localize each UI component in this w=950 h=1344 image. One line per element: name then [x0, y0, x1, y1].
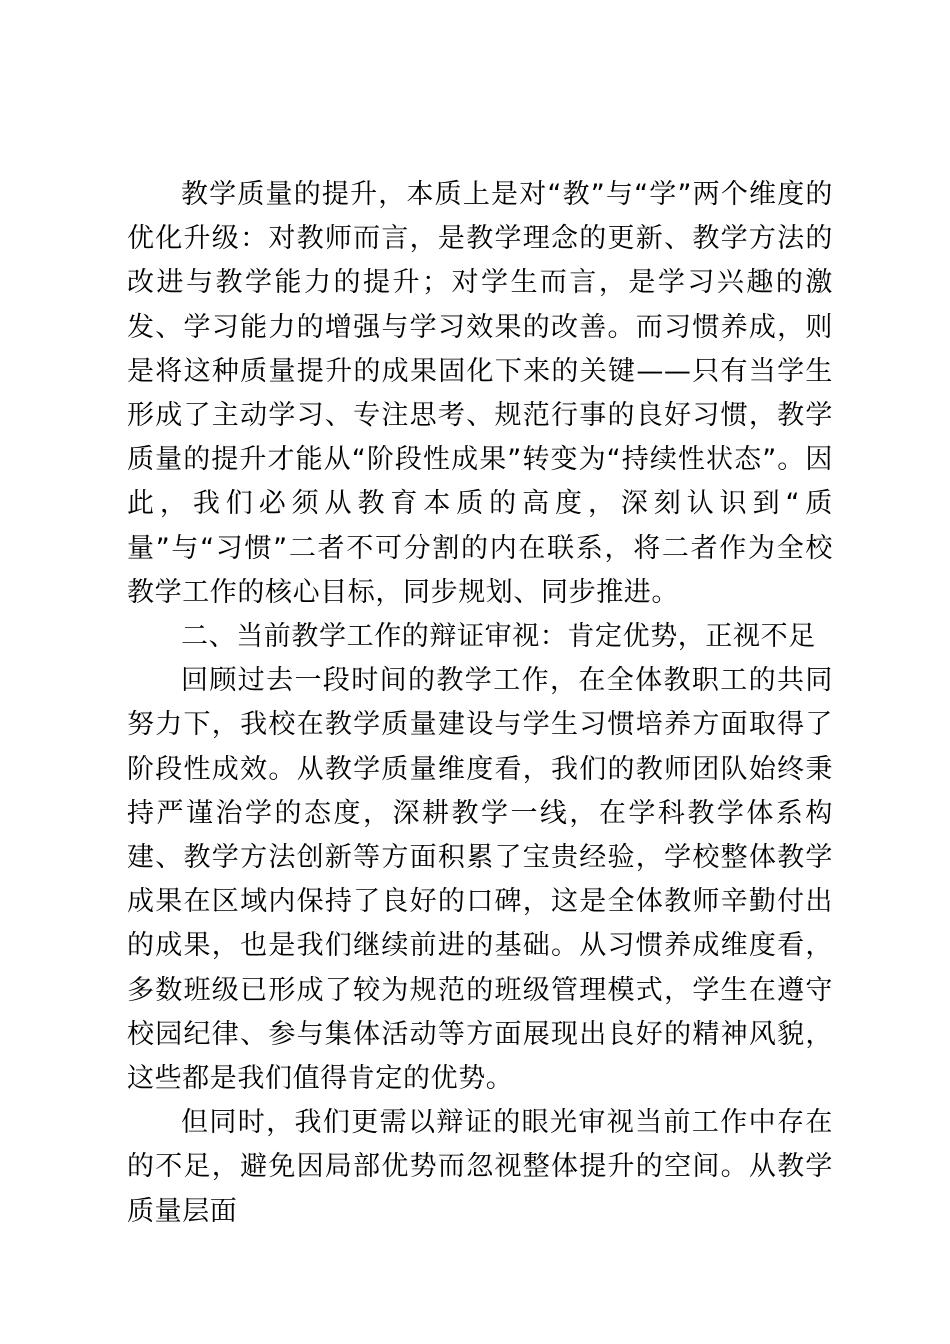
paragraph-shortcomings: 但同时，我们更需以辩证的眼光审视当前工作中存在的不足，避免因局部优势而忽视整体提升的空间。从教学质量层面 [127, 1107, 833, 1227]
paragraph-achievements: 回顾过去一段时间的教学工作，在全体教职工的共同努力下，我校在教学质量建设与学生习惯培养方面取得了阶段性成效。从教学质量维度看，我们的教师团队始终秉持严谨治学的态度，深耕教学一线，在学科教学体系构建、教学方法创新等方面积累了宝贵经验，学校整体教学成果在区域内保持了良好的口碑，这是全体教师辛勤付出的成果，也是我们继续前进的基础。从习惯养成维度看，多数班级已形成了较为规范的班级管理模式，学生在遵守校园纪律、参与集体活动等方面展现出良好的精神风貌，这些都是我们值得肯定的优势。 [127, 665, 833, 1095]
paragraph-quality-and-habit: 教学质量的提升，本质上是对“教”与“学”两个维度的优化升级：对教师而言，是教学理念的更新、教学方法的改进与教学能力的提升；对学生而言，是学习兴趣的激发、学习能力的增强与学习效果的改善。而习惯养成，则是将这种质量提升的成果固化下来的关键——只有当学生形成了主动学习、专注思考、规范行事的良好习惯，教学质量的提升才能从“阶段性成果”转变为“持续性状态”。因此，我们必须从教育本质的高度，深刻认识到“质量”与“习惯”二者不可分割的内在联系，将二者作为全校教学工作的核心目标，同步规划、同步推进。 [127, 179, 833, 608]
document-body [127, 173, 833, 1234]
section-heading-dialectical-review: 二、当前教学工作的辩证审视：肯定优势，正视不足 [181, 621, 816, 653]
